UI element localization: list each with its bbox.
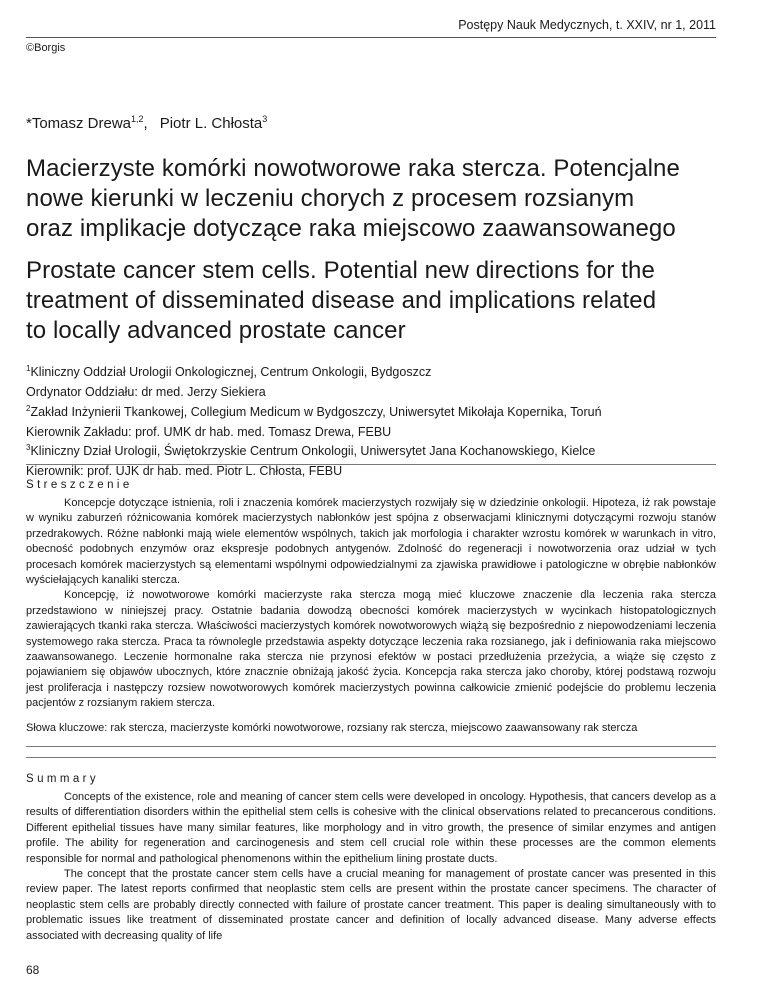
summary-heading: Summary xyxy=(26,773,100,785)
affiliation-text: Kliniczny Oddział Urologii Onkologicznej, Centrum Onkologii, Bydgoszcz xyxy=(30,365,432,380)
title-polish xyxy=(26,154,726,244)
title-line: treatment of disseminated disease and implications related xyxy=(26,287,657,314)
affiliation-text: Ordynator Oddziału: dr med. Jerzy Siekiera xyxy=(26,385,266,400)
title-english xyxy=(26,256,726,346)
header-rule xyxy=(26,37,716,38)
title-line: Prostate cancer stem cells. Potential new directions for the xyxy=(26,257,655,284)
authors xyxy=(26,114,267,132)
abstract-paragraph: Koncepcję, iż nowotworowe komórki macierzyste raka stercza mogą mieć kluczowe znaczenie dla leczenia raka stercza przedstawiono w niniejszej pracy. Ostatnie badania dowodzą obecności komórek macierzystych w wycinkach histopatologicznych zawierających tkanki raka stercza. Właściwości macierzystych komórek nowotworowych wiążą się bezpośrednio z niepowodzeniami leczenia systemowego raka stercza. Praca ta równolegle przedstawia aspekty dotyczące leczenia raka rozsianego, jak i definiowania raka miejscowo zaawansowanego. Leczenie hormonalne raka stercza nie przynosi efektów w postaci przedłużenia przeżycia, a wiąże się często z pojawianiem się objawów ubocznych, które znacznie obniżają jakość życia. Koncepcja raka stercza jako choroby, której podstawą rozwoju jest proliferacja i następczy rozsiew nowotworowych komórek macierzystych powinna całkowicie zmienić podejście do problemu leczenia pacjentów z rozsianym rakiem stercza. xyxy=(26,589,716,710)
affiliation-number: 1 xyxy=(26,364,31,373)
title-line: nowe kierunki w leczeniu chorych z procesem rozsianym xyxy=(26,185,635,212)
streszczenie-body xyxy=(26,496,716,712)
affiliation-line xyxy=(26,381,602,401)
page-number: 68 xyxy=(26,963,40,977)
author-affiliation: 1,2 xyxy=(131,114,144,124)
keywords: Słowa kluczowe: rak stercza, macierzyste komórki nowotworowe, rozsiany rak stercza, miejscowo zaawansowany rak stercza xyxy=(26,722,638,734)
journal-header: Postępy Nauk Medycznych, t. XXIV, nr 1, 2011 xyxy=(458,18,716,32)
summary-body xyxy=(26,790,716,944)
affiliation-text: Zakład Inżynierii Tkankowej, Collegium Medicum w Bydgoszczy, Uniwersytet Mikołaja Kopernika, Toruń xyxy=(30,404,602,419)
streszczenie-heading: Streszczenie xyxy=(26,479,133,491)
affiliation-number: 3 xyxy=(26,443,31,453)
affiliation-line xyxy=(26,421,602,441)
affiliation-line xyxy=(26,401,602,421)
affiliation-line xyxy=(26,361,602,381)
section-rule xyxy=(26,464,716,465)
affiliation-text: Kliniczny Dział Urologii, Świętokrzyskie Centrum Onkologii, Uniwersytet Jana Kochanowskiego, Kielce xyxy=(30,444,596,459)
affiliation-number: 2 xyxy=(26,403,31,413)
abstract-paragraph: Concepts of the existence, role and meaning of cancer stem cells were developed in oncology. Hypothesis, that cancers develop as a results of differentiation disorders within the epithelial stem cells is cohesive with the clinical observations related to precancerous conditions. Different epithelial tissues have many similar features, like morphology and in vitro growth, the presence of similar enzymes and antigen profile. The ability for regeneration and carcinogenesis and stem cell crucial role within these processes are the common elements responsible for normal and pathological phenomenons within the epithelium lining prostate ducts. xyxy=(26,791,716,865)
affiliations xyxy=(26,361,602,480)
title-line: Macierzyste komórki nowotworowe raka stercza. Potencjalne xyxy=(26,155,680,182)
affiliation-text: Kierownik: prof. UJK dr hab. med. Piotr L. Chłosta, FEBU xyxy=(26,464,343,479)
affiliation-line xyxy=(26,440,602,460)
title-line: to locally advanced prostate cancer xyxy=(26,317,406,344)
author-name: Piotr L. Chłosta xyxy=(159,115,263,132)
abstract-paragraph: Koncepcje dotyczące istnienia, roli i znaczenia komórek macierzystych rozwijały się w dziedzinie onkologii. Hipoteza, iż rak powstaje w wyniku zaburzeń różnicowania komórek macierzystych nabłonków jest spójna z obserwacjami klinicznymi dotyczącymi rozwoju stanów przedrakowych. Różne nabłonki mają wiele elementów wspólnych, takich jak morfologia i charakter wzrostu komórek w warunkach in vitro, obecność podobnych enzymów oraz ekspresje podobnych antygenów. Zdolność do regeneracji i nowotworzenia oraz udział w tych procesach komórek macierzystych są elementami wspólnymi odpowiedzialnymi za zjawiska prawidłowe i patologiczne w obrębie nabłonków wyściełających kanaliki stercza. xyxy=(26,497,716,587)
section-rule xyxy=(26,746,716,747)
author-separator: , xyxy=(143,115,148,132)
affiliation-text: Kierownik Zakładu: prof. UMK dr hab. med. Tomasz Drewa, FEBU xyxy=(26,424,392,439)
title-line: oraz implikacje dotyczące raka miejscowo zaawansowanego xyxy=(26,215,676,242)
abstract-paragraph: The concept that the prostate cancer stem cells have a crucial meaning for management of prostate cancer was presented in this review paper. The latest reports confirmed that neoplastic stem cells are present within the prostate cancer specimens. The character of neoplastic stem cells are probably directly connected with failure of prostate cancer treatment. This paper is dealing simultaneously with to problematic issues like treatment of disseminated prostate cancer and definition of locally advanced disease. Many adverse effects associated with decreasing quality of life xyxy=(26,868,716,942)
publisher-label: ©Borgis xyxy=(26,42,66,54)
author-affiliation: 3 xyxy=(262,114,268,124)
section-rule xyxy=(26,757,716,758)
author-name: *Tomasz Drewa xyxy=(26,115,132,132)
